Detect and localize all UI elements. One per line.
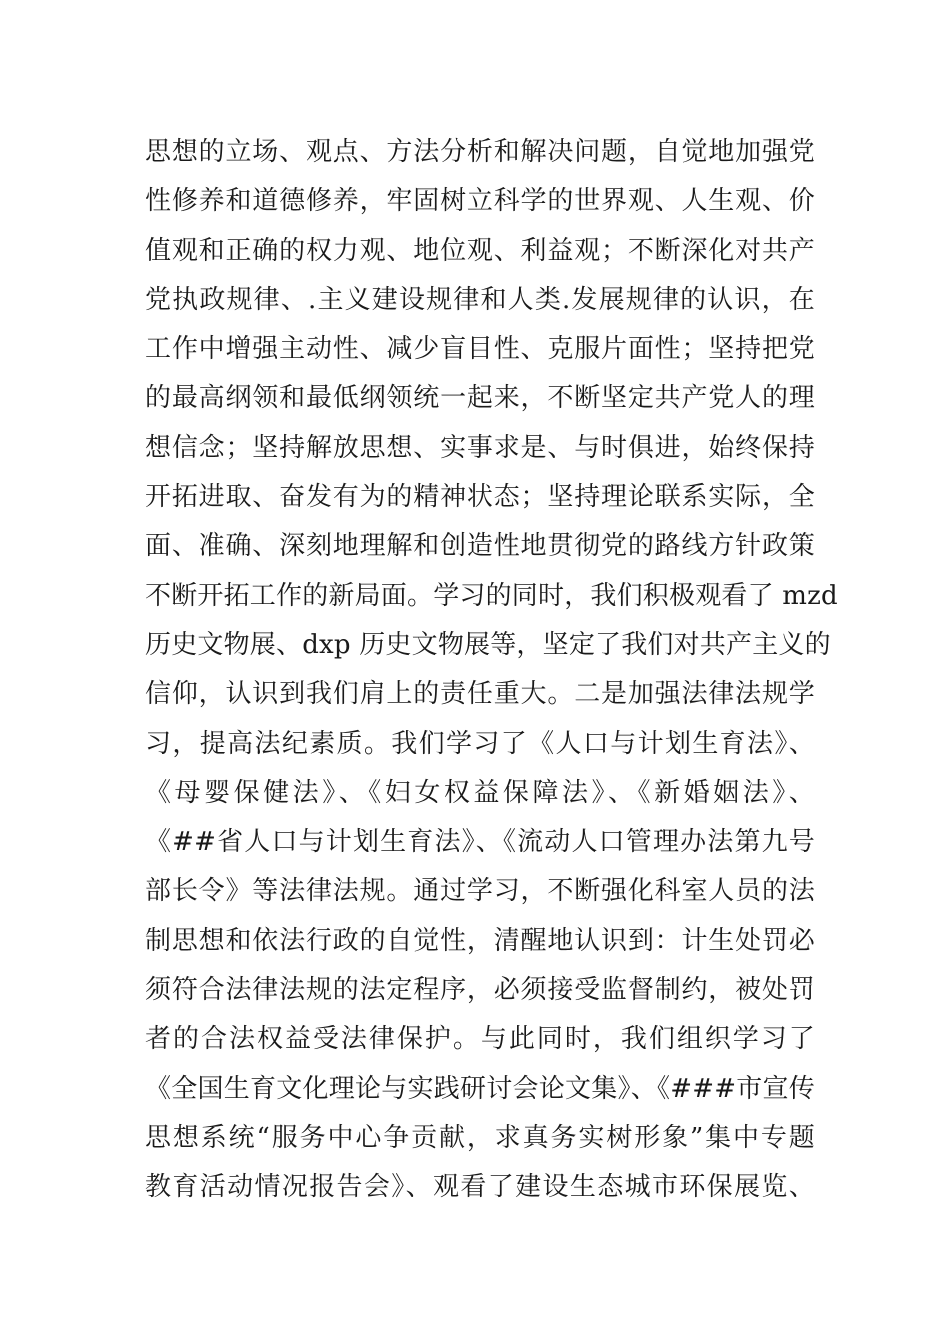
text-line: 制思想和依法行政的自觉性，清醒地认识到：计生处罚必 — [145, 925, 815, 956]
text-line: 开拓进取、奋发有为的精神状态；坚持理论联系实际，全 — [145, 482, 815, 513]
text-line: 《母婴保健法》、《妇女权益保障法》、《新婚姻法》、 — [145, 777, 815, 808]
text-line: 思想系统“服务中心争贡献，求真务实树形象”集中专题 — [145, 1122, 815, 1153]
text-line: 想信念；坚持解放思想、实事求是、与时俱进，始终保持 — [145, 432, 815, 463]
text-line: 不断开拓工作的新局面。学习的同时，我们积极观看了 mzd — [145, 580, 838, 611]
text-line: 部长令》等法律法规。通过学习，不断强化科室人员的法 — [145, 876, 815, 907]
text-line: 须符合法律法规的法定程序，必须接受监督制约，被处罚 — [145, 975, 815, 1006]
text-line: 《##省人口与计划生育法》、《流动人口管理办法第九号 — [145, 827, 815, 858]
text-line: 思想的立场、观点、方法分析和解决问题，自觉地加强党 — [145, 137, 815, 167]
text-line: 性修养和道德修养，牢固树立科学的世界观、人生观、价 — [145, 186, 815, 217]
text-line: 《全国生育文化理论与实践研讨会论文集》、《###市宣传 — [145, 1073, 815, 1104]
text-line: 历史文物展、dxp 历史文物展等，坚定了我们对共产主义的 — [145, 629, 831, 660]
text-line: 党执政规律、.主义建设规律和人类.发展规律的认识，在 — [145, 284, 815, 315]
text-line: 的最高纲领和最低纲领统一起来，不断坚定共产党人的理 — [145, 383, 815, 414]
text-line: 习，提高法纪素质。我们学习了《人口与计划生育法》、 — [145, 728, 815, 759]
body-text — [145, 128, 838, 1213]
text-line: 信仰，认识到我们肩上的责任重大。二是加强法律法规学 — [145, 679, 815, 710]
text-line: 教育活动情况报告会》、观看了建设生态城市环保展览、 — [145, 1172, 815, 1203]
text-line: 面、准确、深刻地理解和创造性地贯彻党的路线方针政策 — [145, 531, 815, 562]
text-line: 者的合法权益受法律保护。与此同时，我们组织学习了 — [145, 1024, 815, 1055]
text-line: 值观和正确的权力观、地位观、利益观；不断深化对共产 — [145, 235, 815, 266]
text-line: 工作中增强主动性、减少盲目性、克服片面性；坚持把党 — [145, 334, 815, 365]
